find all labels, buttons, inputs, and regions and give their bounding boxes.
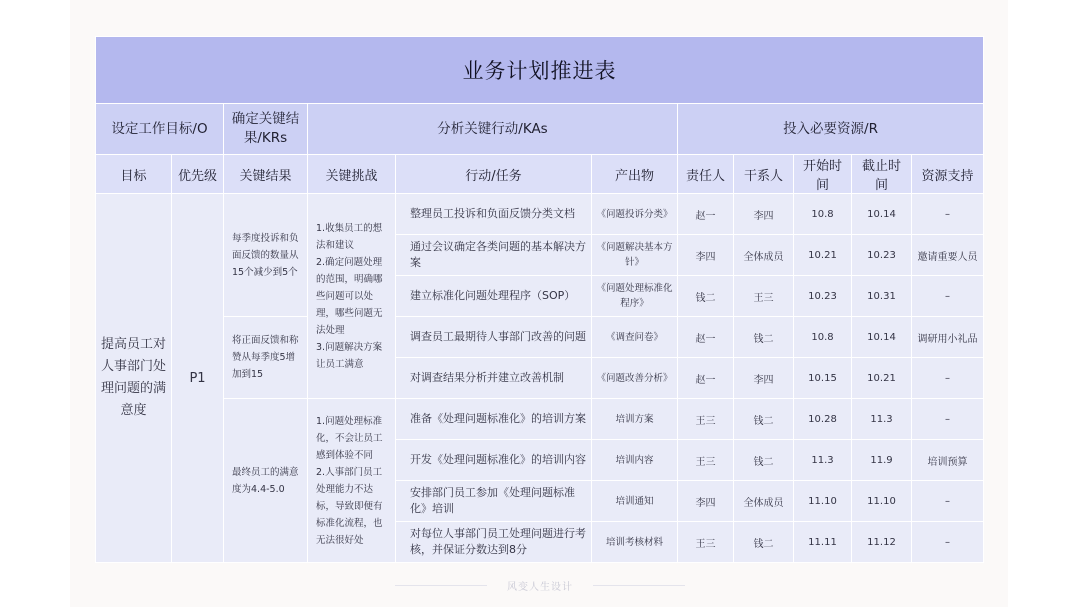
column-header-goal: 目标 xyxy=(96,155,172,194)
end-cell: 10.31 xyxy=(852,276,912,317)
owner-cell: 赵一 xyxy=(678,317,734,358)
end-cell: 10.14 xyxy=(852,194,912,235)
stakeholder-cell: 李四 xyxy=(734,194,794,235)
output-cell: 《问题处理标准化程序》 xyxy=(592,276,678,317)
resource-cell: – xyxy=(912,399,984,440)
end-cell: 10.21 xyxy=(852,358,912,399)
stakeholder-cell: 李四 xyxy=(734,358,794,399)
resource-cell: – xyxy=(912,481,984,522)
column-header-stakeholder: 干系人 xyxy=(734,155,794,194)
section-actions: 分析关键行动/KAs xyxy=(308,104,678,155)
stakeholder-cell: 全体成员 xyxy=(734,481,794,522)
goal-cell: 提高员工对人事部门处理问题的满意度 xyxy=(96,194,172,563)
section-objective: 设定工作目标/O xyxy=(96,104,224,155)
column-header-output: 产出物 xyxy=(592,155,678,194)
task-cell: 建立标准化问题处理程序（SOP） xyxy=(396,276,592,317)
resource-cell: 调研用小礼品 xyxy=(912,317,984,358)
task-cell: 准备《处理问题标准化》的培训方案 xyxy=(396,399,592,440)
table-row xyxy=(96,317,984,358)
business-plan-table xyxy=(95,36,984,563)
column-header-resource: 资源支持 xyxy=(912,155,984,194)
task-cell: 对调查结果分析并建立改善机制 xyxy=(396,358,592,399)
challenge-cell: 1.问题处理标准化，不会让员工感到体验不同 2.人事部门员工处理能力不达标，导致即便有标准化流程，也无法很好处 xyxy=(308,399,396,563)
challenge-cell: 1.收集员工的想法和建议 2.确定问题处理的范围，明确哪些问题可以处理，哪些问题无法处理 3.问题解决方案让员工满意 xyxy=(308,194,396,399)
start-cell: 11.10 xyxy=(794,481,852,522)
section-key-results: 确定关键结果/KRs xyxy=(224,104,308,155)
task-cell: 对每位人事部门员工处理问题进行考核，并保证分数达到8分 xyxy=(396,522,592,563)
column-header-priority: 优先级 xyxy=(172,155,224,194)
stakeholder-cell: 钱二 xyxy=(734,317,794,358)
start-cell: 11.11 xyxy=(794,522,852,563)
start-cell: 10.15 xyxy=(794,358,852,399)
output-cell: 《问题解决基本方针》 xyxy=(592,235,678,276)
owner-cell: 王三 xyxy=(678,522,734,563)
owner-cell: 李四 xyxy=(678,235,734,276)
task-cell: 调查员工最期待人事部门改善的问题 xyxy=(396,317,592,358)
output-cell: 《问题改善分析》 xyxy=(592,358,678,399)
start-cell: 10.8 xyxy=(794,194,852,235)
column-header-owner: 责任人 xyxy=(678,155,734,194)
stakeholder-cell: 钱二 xyxy=(734,399,794,440)
table-row xyxy=(96,194,984,235)
resource-cell: – xyxy=(912,194,984,235)
output-cell: 培训方案 xyxy=(592,399,678,440)
end-cell: 10.14 xyxy=(852,317,912,358)
task-cell: 整理员工投诉和负面反馈分类文档 xyxy=(396,194,592,235)
output-cell: 《调查问卷》 xyxy=(592,317,678,358)
stakeholder-cell: 王三 xyxy=(734,276,794,317)
output-cell: 培训内容 xyxy=(592,440,678,481)
table-row xyxy=(96,399,984,440)
table-title: 业务计划推进表 xyxy=(96,37,984,104)
footer-watermark: 风变人生设计 xyxy=(395,578,685,593)
resource-cell: – xyxy=(912,276,984,317)
output-cell: 培训通知 xyxy=(592,481,678,522)
key-result-cell: 将正面反馈和称赞从每季度5增加到15 xyxy=(224,317,308,399)
column-header-task: 行动/任务 xyxy=(396,155,592,194)
end-cell: 10.23 xyxy=(852,235,912,276)
resource-cell: – xyxy=(912,358,984,399)
column-header-end: 截止时间 xyxy=(852,155,912,194)
owner-cell: 王三 xyxy=(678,399,734,440)
owner-cell: 赵一 xyxy=(678,358,734,399)
column-header-challenge: 关键挑战 xyxy=(308,155,396,194)
owner-cell: 王三 xyxy=(678,440,734,481)
task-cell: 通过会议确定各类问题的基本解决方案 xyxy=(396,235,592,276)
resource-cell: 培训预算 xyxy=(912,440,984,481)
stakeholder-cell: 钱二 xyxy=(734,440,794,481)
end-cell: 11.10 xyxy=(852,481,912,522)
key-result-cell: 每季度投诉和负面反馈的数量从15个减少到5个 xyxy=(224,194,308,317)
start-cell: 10.21 xyxy=(794,235,852,276)
stakeholder-cell: 全体成员 xyxy=(734,235,794,276)
end-cell: 11.9 xyxy=(852,440,912,481)
end-cell: 11.12 xyxy=(852,522,912,563)
end-cell: 11.3 xyxy=(852,399,912,440)
section-resources: 投入必要资源/R xyxy=(678,104,984,155)
output-cell: 培训考核材料 xyxy=(592,522,678,563)
start-cell: 10.28 xyxy=(794,399,852,440)
owner-cell: 赵一 xyxy=(678,194,734,235)
resource-cell: – xyxy=(912,522,984,563)
stakeholder-cell: 钱二 xyxy=(734,522,794,563)
task-cell: 开发《处理问题标准化》的培训内容 xyxy=(396,440,592,481)
column-header-start: 开始时间 xyxy=(794,155,852,194)
start-cell: 11.3 xyxy=(794,440,852,481)
priority-cell: P1 xyxy=(172,194,224,563)
owner-cell: 钱二 xyxy=(678,276,734,317)
start-cell: 10.8 xyxy=(794,317,852,358)
task-cell: 安排部门员工参加《处理问题标准化》培训 xyxy=(396,481,592,522)
column-header-key-result: 关键结果 xyxy=(224,155,308,194)
owner-cell: 李四 xyxy=(678,481,734,522)
start-cell: 10.23 xyxy=(794,276,852,317)
output-cell: 《问题投诉分类》 xyxy=(592,194,678,235)
resource-cell: 邀请重要人员 xyxy=(912,235,984,276)
key-result-cell: 最终员工的满意度为4.4-5.0 xyxy=(224,399,308,563)
